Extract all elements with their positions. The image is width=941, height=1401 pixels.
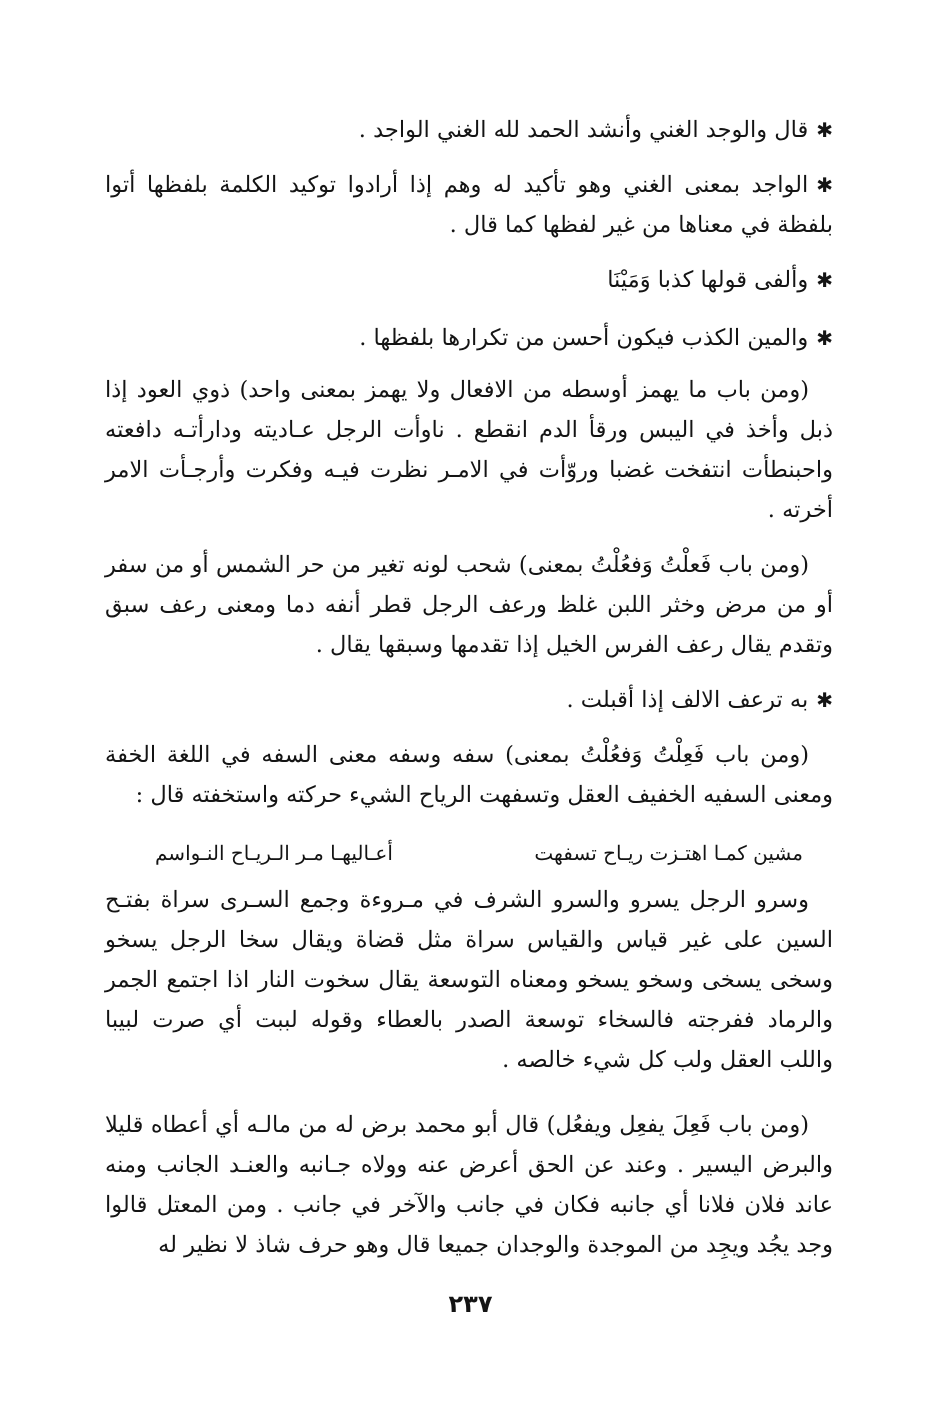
starred-line-4	[567, 680, 834, 720]
paragraph-text: (ومن باب فَعلْتُ وَفعُلْتُ بمعنى) شحب لونه تغير من حر الشمس أو من سفر أو من مرض وخثر اللبن غلظ ورعف الرجل قطر أنفه دما ومعنى رعف سبق وتقدم يقال رعف الفرس الخيل إذا تقدمها وسبقها يقال .	[105, 552, 833, 658]
line-text: وألفى قولها كذبا وَمَيْنَا	[607, 267, 809, 293]
poetry-verse	[105, 836, 833, 870]
asterisk-icon: ✱	[816, 268, 833, 292]
paragraph-faalt-2	[105, 735, 833, 815]
paragraph-text: (ومن باب فَعِلْتُ وَفعُلْتُ بمعنى) سفه وسفه معنى السفه في اللغة الخفة ومعنى السفيه الخفيف العقل وتسفهت الرياح الشيء حركته واستخفته قال :	[105, 742, 833, 808]
paragraph-faalt-1	[105, 545, 833, 665]
starred-line-3	[359, 318, 833, 358]
asterisk-icon: ✱	[816, 326, 833, 350]
page-number: ٢٣٧	[448, 1290, 493, 1318]
starred-line-2	[607, 260, 833, 300]
paragraph-text: الواجد بمعنى الغني وهو تأكيد له وهم إذا أرادوا توكيد الكلمة بلفظها أتوا بلفظة في معناها من غير لفظها كما قال .	[105, 172, 833, 238]
paragraph-sarw	[105, 880, 833, 1080]
verse-second-hemistich: أعـاليهـا مـر الـريـاح النـواسم	[155, 841, 393, 865]
paragraph-text: (ومن باب ما يهمز أوسطه من الافعال ولا يهمز بمعنى واحد) ذوي العود إذا ذبل وأخذ في اليبس ورقأ الدم انقطع . ناوأت الرجل عـاديته ودارأتـه دافعته واحبنطأت انتفخت غضبا وروّأت في الامـر نظرت فيـه وفكرت وأرجـأت الامر أخرته .	[105, 377, 833, 523]
verse-first-hemistich: مشين كمـا اهتـزت ريـاح تسفهت	[534, 841, 803, 865]
line-text: قال والوجد الغني وأنشد الحمد لله الغني الواجد .	[358, 117, 809, 143]
paragraph-hamz	[105, 370, 833, 530]
starred-line-1	[359, 110, 833, 150]
paragraph-faila	[105, 1105, 833, 1265]
page-body	[105, 110, 833, 1380]
line-text: والمين الكذب فيكون أحسن من تكرارها بلفظها .	[359, 325, 809, 351]
paragraph-text: (ومن باب فَعِلَ يفعِل ويفعُل) قال أبو محمد برض له من مالـه أي أعطاه قليلا والبرض اليسير . وعند عن الحق أعرض عنه وولاه جـانبه والعنـد الجانب ومنه عاند فلان فلانا أي جانبه فكان في جانب والآخر في جانب . ومن المعتل قالوا وجد يجُد ويجِد من الموجدة والوجدان جميعا قال وهو حرف شاذ لا نظير له	[105, 1112, 833, 1258]
asterisk-icon: ✱	[816, 688, 833, 712]
asterisk-icon: ✱	[816, 118, 833, 142]
line-text: به ترعف الالف إذا أقبلت .	[566, 687, 809, 713]
asterisk-icon: ✱	[816, 173, 833, 197]
paragraph-text: وسرو الرجل يسرو والسرو الشرف في مـروءة وجمع السـرى سراة بفتـح السين على غير قياس والقياس سراة مثل قضاة ويقال سخا الرجل يسخو وسخى يسخى وسخو يسخو ومعناه التوسعة يقال سخوت النار اذا اجتمع الجمر والرماد ففرجته فالسخاء توسعة الصدر بالعطاء وقوله لببت أي صرت لبيبا واللب العقل ولب كل شيء خالصه .	[105, 887, 833, 1073]
starred-paragraph-1	[105, 165, 833, 245]
